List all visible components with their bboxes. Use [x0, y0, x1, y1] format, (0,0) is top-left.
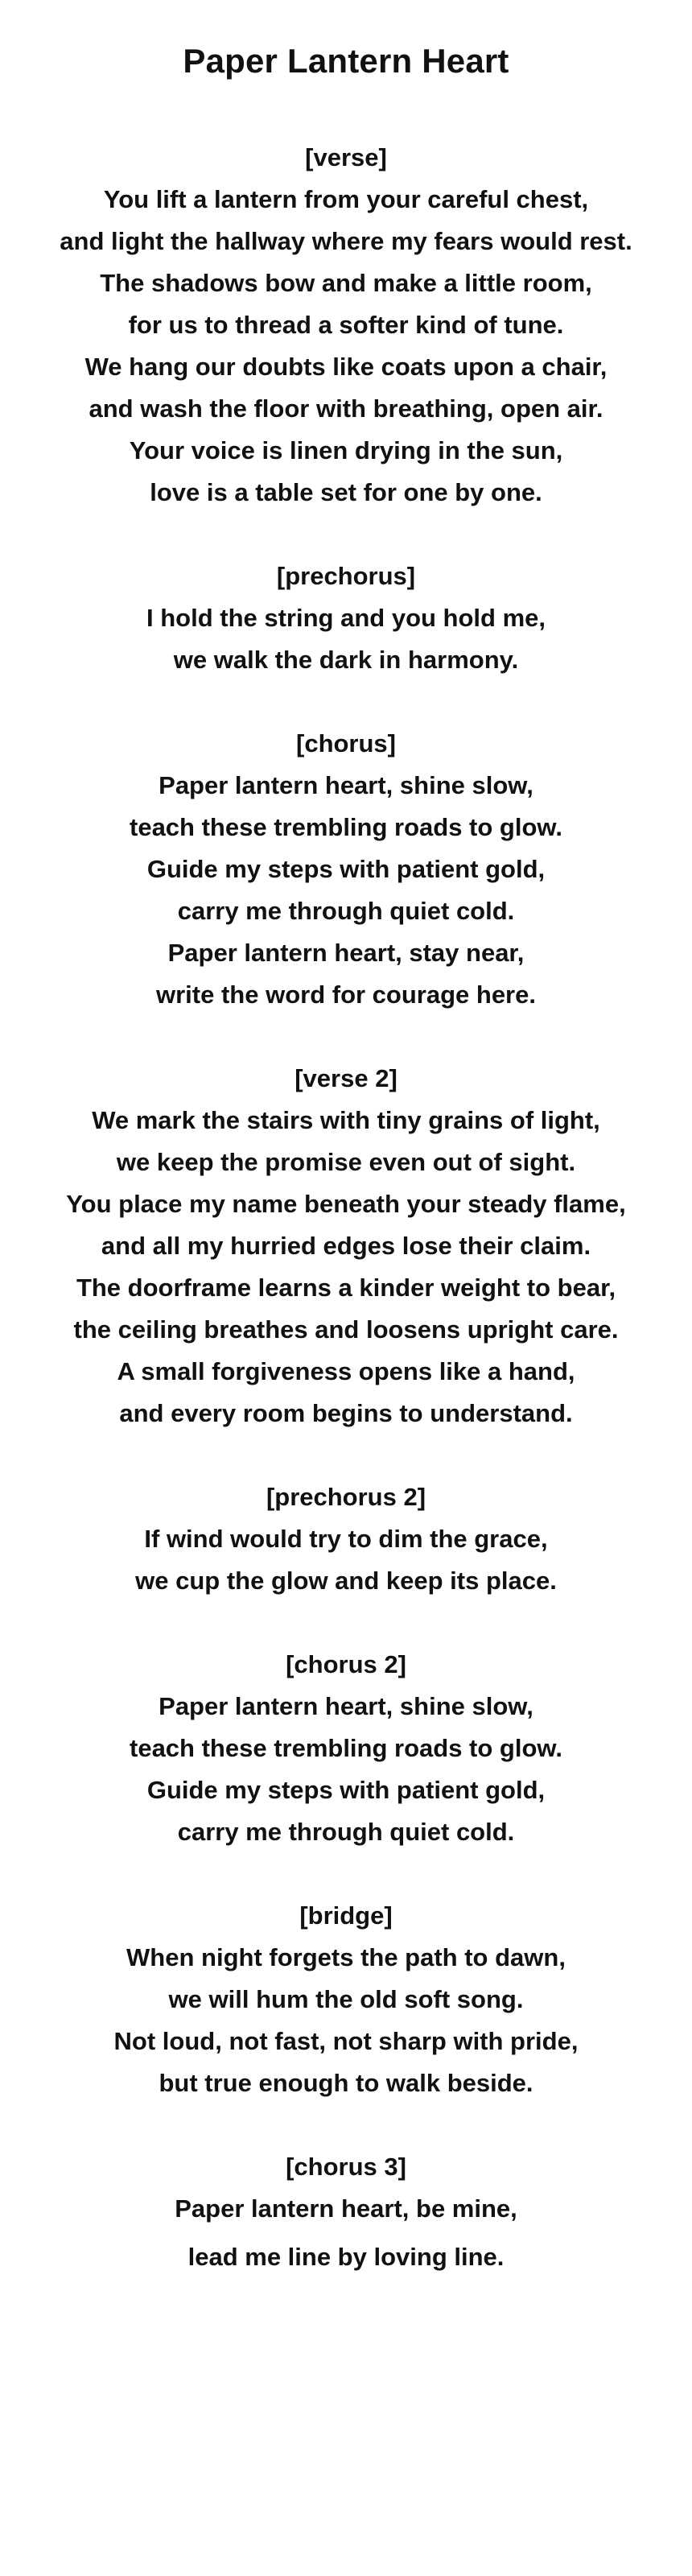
- lyric-line: Paper lantern heart, stay near,: [167, 939, 525, 967]
- lyric-line: We hang our doubts like coats upon a chair,: [84, 353, 608, 381]
- lyric-line: Paper lantern heart, shine slow,: [159, 1692, 533, 1720]
- section-label: [verse]: [305, 143, 387, 171]
- lyric-line: we will hum the old soft song.: [168, 1985, 524, 2013]
- lyric-section: [0, 1644, 692, 1853]
- lyric-section: [0, 1058, 692, 1435]
- lyric-section: [0, 1895, 692, 2104]
- lyric-line: lead me line by loving line.: [187, 2243, 505, 2271]
- lyric-line: When night forgets the path to dawn,: [126, 1943, 566, 1971]
- section-label: [chorus 2]: [286, 1650, 406, 1678]
- lyric-section: [0, 2146, 692, 2278]
- lyric-section: [0, 555, 692, 681]
- lyric-line: Your voice is linen drying in the sun,: [129, 436, 563, 464]
- lyric-line: You lift a lantern from your careful chest,: [103, 185, 589, 213]
- lyric-line: The shadows bow and make a little room,: [100, 269, 592, 297]
- lyric-line: Guide my steps with patient gold,: [146, 855, 546, 883]
- lyric-line: Paper lantern heart, shine slow,: [159, 771, 533, 799]
- lyric-line: and all my hurried edges lose their claim.: [101, 1232, 591, 1260]
- lyric-line: write the word for courage here.: [156, 980, 536, 1009]
- lyric-line: we keep the promise even out of sight.: [116, 1148, 576, 1176]
- section-label: [bridge]: [299, 1901, 393, 1930]
- lyric-line: love is a table set for one by one.: [150, 478, 542, 506]
- lyric-line: Not loud, not fast, not sharp with pride,: [113, 2027, 579, 2055]
- lyric-line: I hold the string and you hold me,: [146, 604, 546, 632]
- lyric-line: carry me through quiet cold.: [177, 1818, 515, 1846]
- lyric-line: A small forgiveness opens like a hand,: [117, 1357, 575, 1385]
- lyric-line: and wash the floor with breathing, open air.: [89, 394, 603, 423]
- song-title: Paper Lantern Heart: [183, 42, 509, 80]
- lyric-line: Guide my steps with patient gold,: [146, 1776, 546, 1804]
- lyric-line: Paper lantern heart, be mine,: [175, 2194, 517, 2223]
- lyric-section: [0, 1476, 692, 1602]
- section-label: [prechorus]: [276, 562, 416, 590]
- lyric-line: and every room begins to understand.: [119, 1399, 573, 1427]
- lyric-line: we walk the dark in harmony.: [173, 646, 519, 674]
- section-label: [chorus 3]: [286, 2153, 406, 2181]
- section-label: [prechorus 2]: [266, 1483, 426, 1511]
- lyric-line: teach these trembling roads to glow.: [130, 1734, 562, 1762]
- lyric-line: We mark the stairs with tiny grains of light,: [92, 1106, 600, 1134]
- lyric-line: You place my name beneath your steady flame,: [66, 1190, 626, 1218]
- lyric-line: and light the hallway where my fears would rest.: [60, 227, 632, 255]
- lyric-line: but true enough to walk beside.: [159, 2069, 533, 2097]
- lyric-section: [0, 137, 692, 514]
- lyric-line: teach these trembling roads to glow.: [130, 813, 562, 841]
- lyric-section: [0, 723, 692, 1016]
- lyric-line: the ceiling breathes and loosens upright care.: [73, 1315, 619, 1344]
- section-label: [verse 2]: [295, 1064, 397, 1092]
- lyric-line: carry me through quiet cold.: [177, 897, 515, 925]
- lyric-line: we cup the glow and keep its place.: [135, 1567, 557, 1595]
- lyric-line: for us to thread a softer kind of tune.: [128, 311, 564, 339]
- lyric-line: If wind would try to dim the grace,: [144, 1525, 548, 1553]
- section-label: [chorus]: [296, 729, 396, 758]
- lyrics-body: [0, 137, 692, 2278]
- lyric-line: The doorframe learns a kinder weight to bear,: [76, 1274, 616, 1302]
